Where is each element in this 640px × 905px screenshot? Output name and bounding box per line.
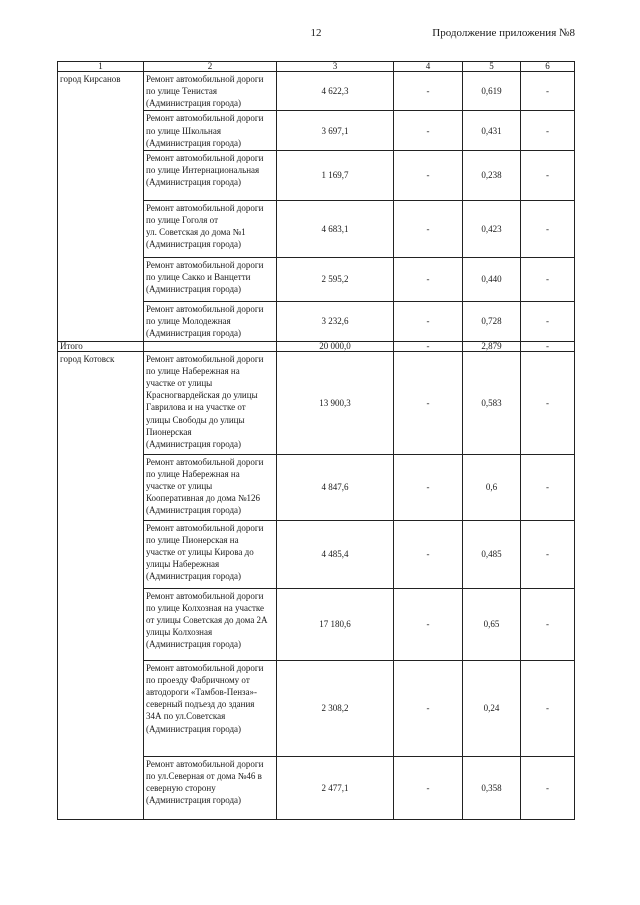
description-line: участке от улицы — [146, 378, 213, 389]
description-line: участке от улицы — [146, 481, 213, 492]
col6-cell: - — [521, 72, 575, 111]
col4-cell: - — [394, 111, 463, 150]
col4-cell: - — [394, 301, 463, 341]
description-line: Ремонт автомобильной дороги — [146, 353, 264, 364]
amount-cell: 1 169,7 — [277, 150, 394, 200]
description-line: Ремонт автомобильной дороги — [146, 456, 264, 467]
description-line: (Администрация города) — [146, 328, 242, 339]
description-line: по улице Молодежная — [146, 315, 231, 326]
col4-cell: - — [394, 520, 463, 588]
description-cell — [144, 351, 277, 454]
amount-cell: 4 485,4 — [277, 520, 394, 588]
column-header: 5 — [463, 62, 521, 72]
description-line: Красногвардейская до улицы — [146, 390, 258, 401]
total-length: 2,879 — [463, 341, 521, 351]
description-line: улицы Свободы до улицы — [146, 414, 245, 425]
column-header: 2 — [144, 62, 277, 72]
description-cell — [144, 301, 277, 341]
description-line: (Администрация города) — [146, 98, 242, 109]
description-line: по ул.Северная от дома №46 в — [146, 770, 262, 781]
length-cell: 0,431 — [463, 111, 521, 150]
col4-cell: - — [394, 200, 463, 257]
col6-cell: - — [521, 301, 575, 341]
description-line: улицы Колхозная — [146, 627, 213, 638]
description-line: (Администрация города) — [146, 639, 242, 650]
total-label: Итого — [58, 341, 144, 351]
amount-cell: 2 308,2 — [277, 660, 394, 756]
description-line: Ремонт автомобильной дороги — [146, 152, 264, 163]
length-cell: 0,728 — [463, 301, 521, 341]
description-line: от улицы Советская до дома 2А — [146, 615, 268, 626]
table-row — [58, 351, 575, 454]
description-line: Ремонт автомобильной дороги — [146, 113, 264, 124]
col4-cell: - — [394, 351, 463, 454]
page-number: 12 — [310, 27, 322, 39]
description-line: ул. Советская до дома №1 — [146, 227, 246, 238]
col6-cell: - — [521, 257, 575, 301]
description-line: Ремонт автомобильной дороги — [146, 590, 264, 601]
description-line: по улице Интернациональная — [146, 164, 260, 175]
col6-cell: - — [521, 454, 575, 520]
description-line: Ремонт автомобильной дороги — [146, 74, 264, 84]
amount-cell: 2 477,1 — [277, 756, 394, 819]
description-line: по улице Школьная — [146, 125, 221, 136]
description-cell — [144, 588, 277, 660]
col6-cell: - — [521, 660, 575, 756]
description-line: Ремонт автомобильной дороги — [146, 259, 264, 270]
description-cell — [144, 756, 277, 819]
empty-cell — [144, 341, 277, 351]
description-line: Ремонт автомобильной дороги — [146, 202, 264, 213]
description-line: Пионерская — [146, 426, 192, 437]
description-cell — [144, 111, 277, 150]
length-cell: 0,24 — [463, 660, 521, 756]
table-row — [58, 72, 575, 111]
column-header: 1 — [58, 62, 144, 72]
length-cell: 0,238 — [463, 150, 521, 200]
description-line: (Администрация города) — [146, 177, 242, 188]
col4-cell: - — [394, 756, 463, 819]
description-line: (Администрация города) — [146, 284, 242, 295]
description-line: (Администрация города) — [146, 438, 242, 449]
col4-cell: - — [394, 257, 463, 301]
description-line: (Администрация города) — [146, 505, 242, 516]
column-header: 3 — [277, 62, 394, 72]
col6-cell: - — [521, 588, 575, 660]
description-line: 34А по ул.Советская — [146, 711, 226, 722]
description-line: Кооперативная до дома №126 — [146, 493, 261, 504]
description-line: улицы Набережная — [146, 559, 220, 570]
description-line: по улице Гоголя от — [146, 214, 218, 225]
description-cell — [144, 150, 277, 200]
col4-cell: - — [394, 454, 463, 520]
description-line: по улице Колхозная на участке — [146, 602, 265, 613]
length-cell: 0,440 — [463, 257, 521, 301]
col6-cell: - — [521, 756, 575, 819]
length-cell: 0,583 — [463, 351, 521, 454]
description-line: (Администрация города) — [146, 571, 242, 582]
description-line: по улице Тенистая — [146, 86, 217, 97]
col6-cell: - — [521, 520, 575, 588]
description-cell — [144, 72, 277, 111]
amount-cell: 4 847,6 — [277, 454, 394, 520]
description-line: (Администрация города) — [146, 137, 242, 148]
length-cell: 0,65 — [463, 588, 521, 660]
col4-cell: - — [394, 150, 463, 200]
description-cell — [144, 200, 277, 257]
amount-cell: 13 900,3 — [277, 351, 394, 454]
description-line: (Администрация города) — [146, 723, 242, 734]
amount-cell: 4 683,1 — [277, 200, 394, 257]
region-cell: город Котовск — [58, 351, 144, 819]
appendix-note: Продолжение приложения №8 — [432, 27, 575, 39]
col6-cell: - — [521, 150, 575, 200]
amount-cell: 4 622,3 — [277, 72, 394, 111]
amount-cell: 2 595,2 — [277, 257, 394, 301]
description-cell — [144, 520, 277, 588]
col4-cell: - — [394, 660, 463, 756]
description-cell — [144, 454, 277, 520]
description-line: Ремонт автомобильной дороги — [146, 303, 264, 314]
description-line: по улице Набережная на — [146, 365, 240, 376]
col6-cell: - — [521, 351, 575, 454]
region-cell: город Кирсанов — [58, 72, 144, 342]
length-cell: 0,485 — [463, 520, 521, 588]
description-line: Ремонт автомобильной дороги — [146, 662, 264, 673]
description-line: (Администрация города) — [146, 239, 242, 250]
total-row — [58, 341, 575, 351]
amount-cell: 17 180,6 — [277, 588, 394, 660]
total-amount: 20 000,0 — [277, 341, 394, 351]
table-header-row — [58, 62, 575, 72]
total-col6: - — [521, 341, 575, 351]
description-cell — [144, 257, 277, 301]
description-line: северный подъезд до здания — [146, 699, 255, 710]
column-header: 4 — [394, 62, 463, 72]
description-line: Гаврилова и на участке от — [146, 402, 246, 413]
description-line: по проезду Фабричному от — [146, 674, 250, 685]
description-cell — [144, 660, 277, 756]
amount-cell: 3 232,6 — [277, 301, 394, 341]
amount-cell: 3 697,1 — [277, 111, 394, 150]
description-line: по улице Пионерская на — [146, 534, 239, 545]
length-cell: 0,619 — [463, 72, 521, 111]
length-cell: 0,6 — [463, 454, 521, 520]
description-line: северную сторону — [146, 783, 216, 794]
length-cell: 0,358 — [463, 756, 521, 819]
col6-cell: - — [521, 111, 575, 150]
column-header: 6 — [521, 62, 575, 72]
description-line: Ремонт автомобильной дороги — [146, 758, 264, 769]
data-table — [57, 61, 575, 820]
description-line: Ремонт автомобильной дороги — [146, 522, 264, 533]
description-line: участке от улицы Кирова до — [146, 547, 254, 558]
description-line: (Администрация города) — [146, 795, 242, 806]
description-line: по улице Сакко и Ванцетти — [146, 271, 251, 282]
col4-cell: - — [394, 588, 463, 660]
description-line: по улице Набережная на — [146, 468, 240, 479]
col4-cell: - — [394, 72, 463, 111]
total-col4: - — [394, 341, 463, 351]
length-cell: 0,423 — [463, 200, 521, 257]
description-line: автодороги «Тамбов-Пенза»- — [146, 687, 258, 698]
col6-cell: - — [521, 200, 575, 257]
